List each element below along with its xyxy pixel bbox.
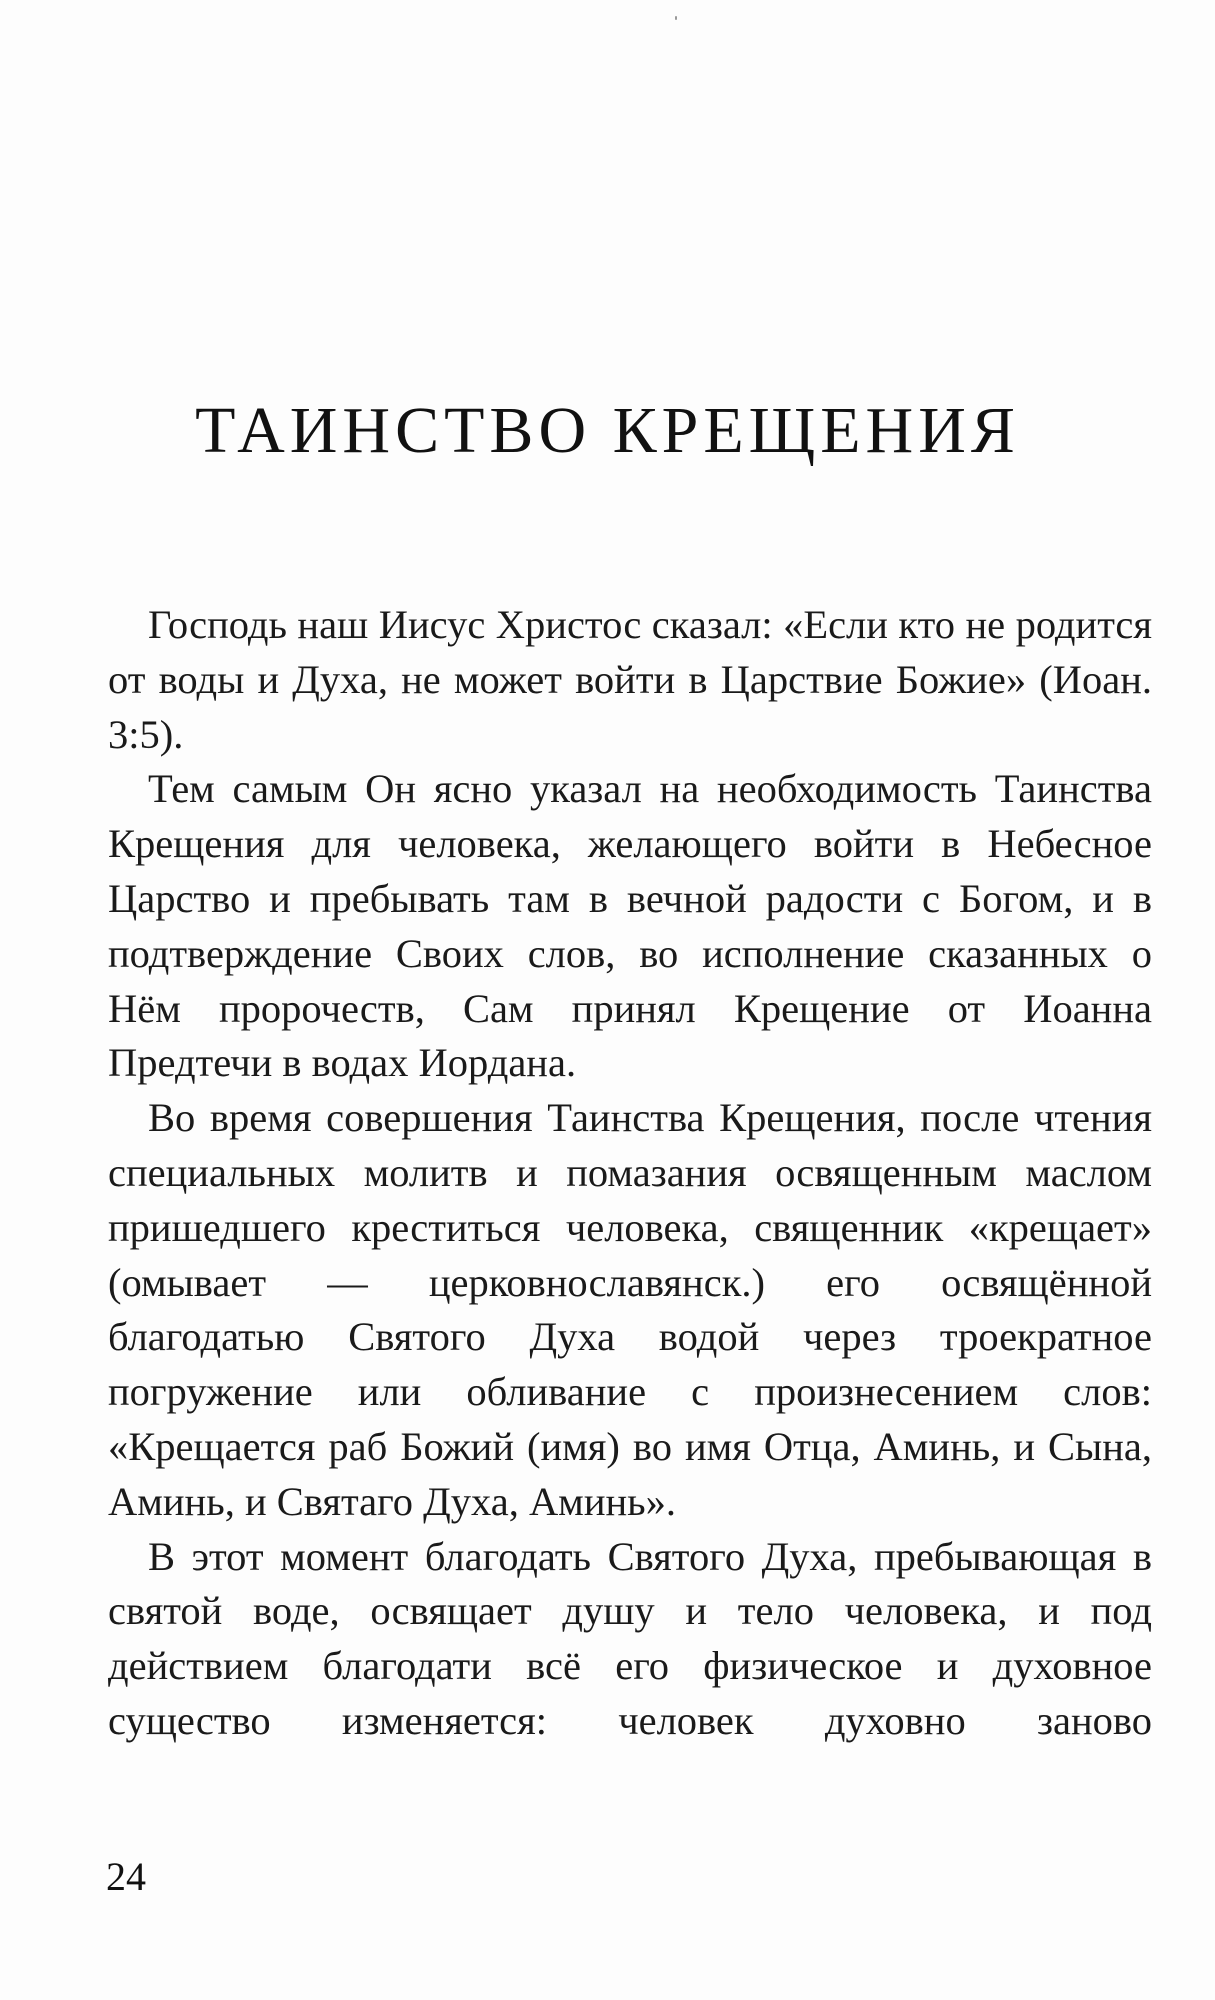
body-text	[108, 598, 1152, 1749]
paragraph-1: Господь наш Иисус Христос сказал: «Если кто не родится от воды и Духа, не может войти в Царствие Божие» (Иоан. 3:5).	[108, 602, 1152, 757]
chapter-title: ТАИНСТВО КРЕЩЕНИЯ	[195, 394, 1020, 467]
print-speck	[675, 16, 677, 20]
paragraph-3: Во время совершения Таинства Крещения, после чтения специальных молитв и помазания освященным маслом пришедшего креститься человека, священник «крещает» (омывает — церковнославянск.) его освящённой благодатью Святого Духа водой через троекратное погружение или обливание с произнесением слов: «Крещается раб Божий (имя) во имя Отца, Аминь, и Сына, Аминь, и Святаго Духа, Аминь».	[108, 1095, 1152, 1524]
paragraph-2: Тем самым Он ясно указал на необходимость Таинства Крещения для человека, желающего войти в Небесное Царство и пребывать там в вечной радости с Богом, и в подтверждение Своих слов, во исполнение сказанных о Нём пророчеств, Сам принял Крещение от Иоанна Предтечи в водах Иордана.	[108, 766, 1152, 1086]
paragraph-4: В этот момент благодать Святого Духа, пребывающая в святой воде, освящает душу и тело человека, и под действием благодати всё его физическое и духовное существо изменяется: человек духовно заново	[108, 1533, 1152, 1743]
page-number: 24	[106, 1854, 146, 1899]
